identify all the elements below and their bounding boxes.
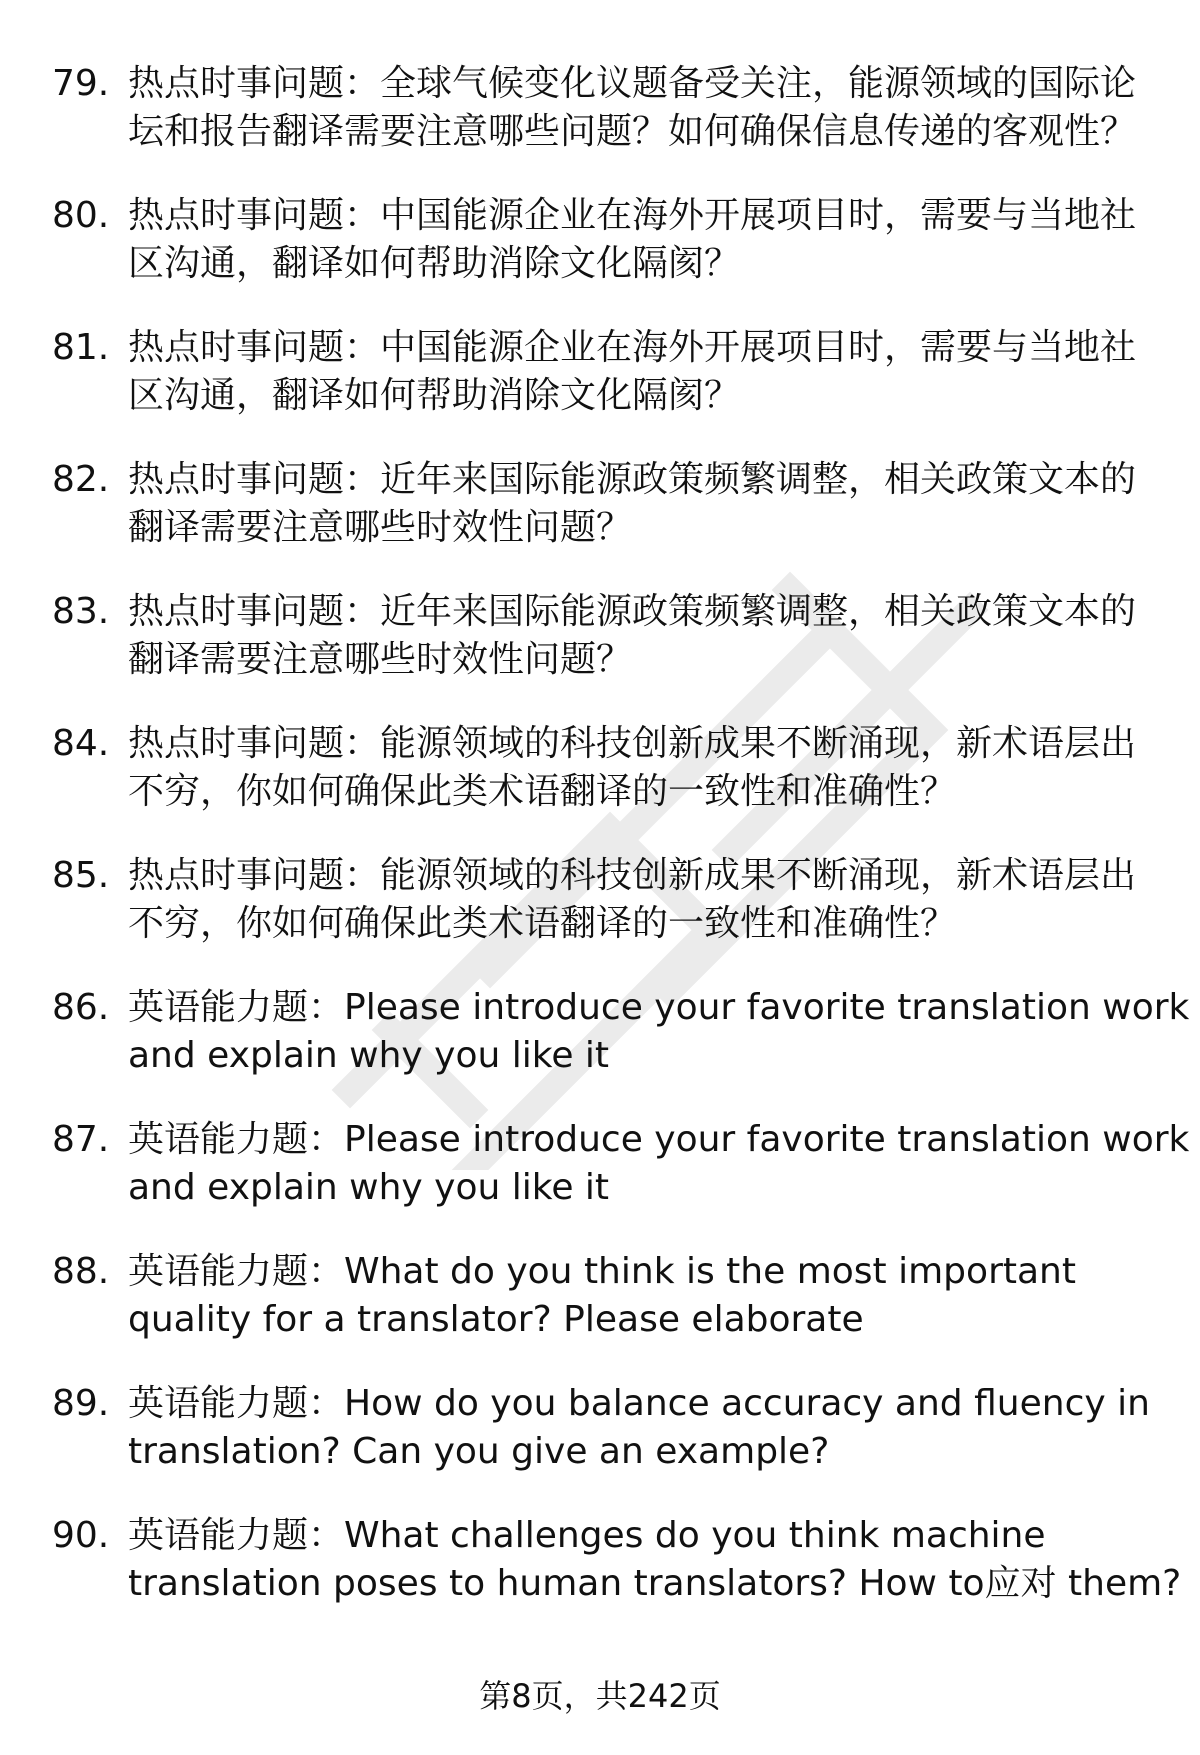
item-line: 坛和报告翻译需要注意哪些问题？如何确保信息传递的客观性？	[128, 111, 1137, 152]
item-number: 81.	[52, 327, 110, 368]
list-item	[0, 192, 1200, 324]
list-item	[0, 1248, 1200, 1380]
item-text	[128, 324, 1148, 420]
item-text	[128, 456, 1148, 552]
item-text	[128, 1116, 1190, 1212]
item-line: 英语能力题：How do you balance accuracy and fluency in	[128, 1383, 1150, 1424]
item-line: 热点时事问题：中国能源企业在海外开展项目时，需要与当地社	[128, 195, 1137, 236]
item-number: 83.	[52, 591, 110, 632]
item-line: 英语能力题：What do you think is the most important	[128, 1251, 1076, 1292]
list-item	[0, 456, 1200, 588]
item-number: 90.	[52, 1515, 110, 1556]
list-item	[0, 324, 1200, 456]
item-number: 85.	[52, 855, 110, 896]
item-line: and explain why you like it	[128, 1167, 610, 1208]
item-line: 区沟通，翻译如何帮助消除文化隔阂？	[128, 375, 741, 416]
item-line: 热点时事问题：近年来国际能源政策频繁调整，相关政策文本的	[128, 459, 1137, 500]
item-line: 翻译需要注意哪些时效性问题？	[128, 639, 633, 680]
item-text	[128, 984, 1190, 1080]
item-line: 区沟通，翻译如何帮助消除文化隔阂？	[128, 243, 741, 284]
list-item	[0, 1116, 1200, 1248]
list-item	[0, 852, 1200, 984]
item-text	[128, 588, 1148, 684]
item-line: 不穷，你如何确保此类术语翻译的一致性和准确性？	[128, 903, 957, 944]
item-number: 88.	[52, 1251, 110, 1292]
item-text	[128, 852, 1148, 948]
item-line: 热点时事问题：能源领域的科技创新成果不断涌现，新术语层出	[128, 855, 1137, 896]
item-line: 热点时事问题：近年来国际能源政策频繁调整，相关政策文本的	[128, 591, 1137, 632]
item-number: 79.	[52, 63, 110, 104]
item-line: and explain why you like it	[128, 1035, 610, 1076]
item-line: quality for a translator? Please elaborate	[128, 1299, 864, 1340]
list-item	[0, 720, 1200, 852]
item-line: 英语能力题：Please introduce your favorite translation work	[128, 987, 1190, 1028]
item-line: 热点时事问题：能源领域的科技创新成果不断涌现，新术语层出	[128, 723, 1137, 764]
item-line: 热点时事问题：中国能源企业在海外开展项目时，需要与当地社	[128, 327, 1137, 368]
item-number: 84.	[52, 723, 110, 764]
list-item	[0, 1512, 1200, 1644]
item-number: 87.	[52, 1119, 110, 1160]
item-text	[128, 1380, 1148, 1476]
item-line: 英语能力题：Please introduce your favorite translation work	[128, 1119, 1190, 1160]
item-line: 英语能力题：What challenges do you think machine	[128, 1515, 1046, 1556]
item-text	[128, 1248, 1148, 1344]
item-line: translation? Can you give an example?	[128, 1431, 830, 1472]
page-footer: 第8页，共242页	[479, 1677, 721, 1715]
list-item	[0, 60, 1200, 192]
item-line: 不穷，你如何确保此类术语翻译的一致性和准确性？	[128, 771, 957, 812]
list-item	[0, 588, 1200, 720]
item-line: 翻译需要注意哪些时效性问题？	[128, 507, 633, 548]
item-number: 89.	[52, 1383, 110, 1424]
item-text	[128, 192, 1148, 288]
list-item	[0, 1380, 1200, 1512]
list-item	[0, 984, 1200, 1116]
item-text	[128, 720, 1148, 816]
question-list	[0, 60, 1200, 1644]
item-line: 热点时事问题：全球气候变化议题备受关注，能源领域的国际论	[128, 63, 1137, 104]
item-number: 82.	[52, 459, 110, 500]
item-text	[128, 1512, 1182, 1608]
item-number: 86.	[52, 987, 110, 1028]
item-line: translation poses to human translators? How to应对 them?	[128, 1563, 1182, 1604]
item-text	[128, 60, 1148, 156]
item-number: 80.	[52, 195, 110, 236]
